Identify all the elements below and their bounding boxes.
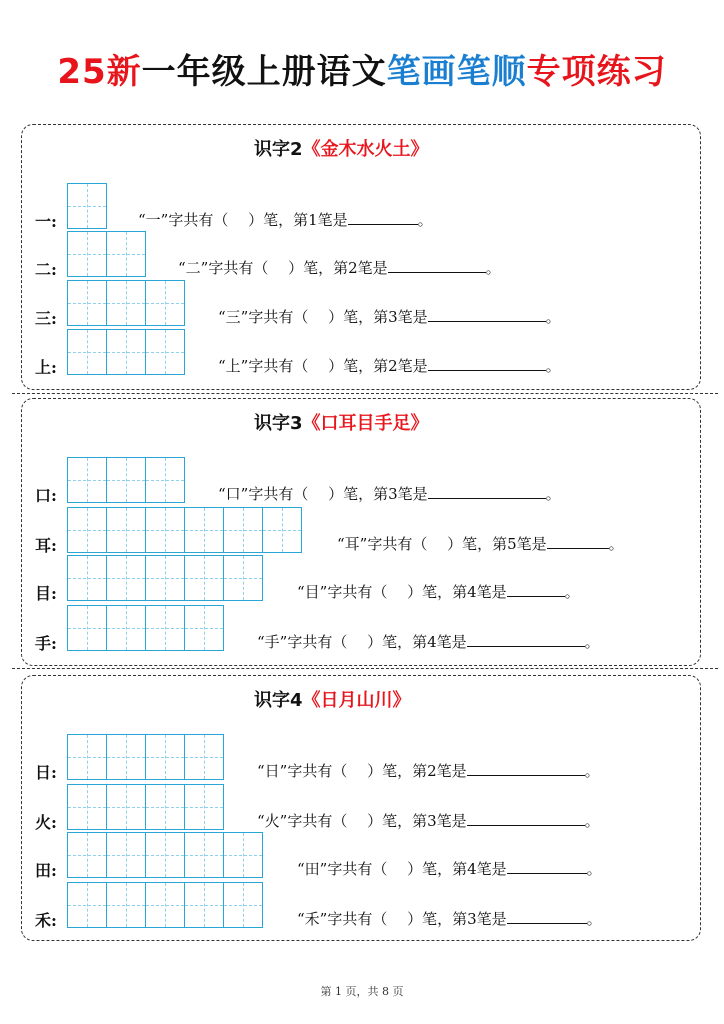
answer-blank[interactable] (348, 210, 418, 225)
question-text: “一”字共有（ ）笔，第1笔是 (138, 211, 348, 229)
stroke-question (297, 858, 602, 879)
writing-grid (67, 231, 146, 277)
character-label: 一: (35, 212, 57, 231)
character-label: 禾: (35, 911, 57, 930)
writing-grid (67, 183, 107, 229)
character-label: 目: (35, 584, 57, 603)
writing-cell[interactable] (145, 784, 185, 830)
question-text: “耳”字共有（ ）笔，第5笔是 (337, 535, 547, 553)
writing-cell[interactable] (67, 734, 107, 780)
question-end: 。 (584, 762, 600, 780)
stroke-question (297, 581, 580, 602)
character-label: 田: (35, 861, 57, 880)
writing-cell[interactable] (67, 329, 107, 375)
writing-grid (67, 280, 185, 326)
writing-grid (67, 457, 185, 503)
writing-cell[interactable] (184, 507, 224, 553)
writing-cell[interactable] (145, 280, 185, 326)
writing-cell[interactable] (106, 231, 146, 277)
question-text: “三”字共有（ ）笔，第3笔是 (218, 308, 428, 326)
section-title-number: 识字2 (254, 139, 303, 160)
writing-cell[interactable] (67, 555, 107, 601)
writing-grid (67, 882, 263, 928)
question-text: “上”字共有（ ）笔，第2笔是 (218, 357, 428, 375)
writing-cell[interactable] (106, 555, 146, 601)
section-separator (12, 668, 718, 669)
writing-cell[interactable] (106, 882, 146, 928)
stroke-question (218, 355, 561, 376)
exercise-row (22, 555, 700, 601)
exercise-row (22, 784, 700, 830)
title-grade-prefix: 25新 (57, 52, 142, 92)
answer-blank[interactable] (428, 307, 546, 322)
answer-blank[interactable] (507, 859, 587, 874)
writing-cell[interactable] (67, 882, 107, 928)
question-text: “二”字共有（ ）笔，第2笔是 (178, 259, 388, 277)
writing-cell[interactable] (184, 832, 224, 878)
writing-grid (67, 329, 185, 375)
writing-cell[interactable] (106, 507, 146, 553)
writing-cell[interactable] (106, 832, 146, 878)
page-title (0, 44, 724, 93)
exercise-row (22, 605, 700, 651)
writing-cell[interactable] (145, 555, 185, 601)
stroke-question (178, 257, 501, 278)
question-text: “日”字共有（ ）笔，第2笔是 (257, 762, 467, 780)
answer-blank[interactable] (507, 582, 565, 597)
stroke-question (257, 760, 600, 781)
writing-cell[interactable] (67, 231, 107, 277)
exercise-section (21, 124, 701, 390)
character-label: 口: (35, 486, 57, 505)
question-text: “手”字共有（ ）笔，第4笔是 (257, 633, 467, 651)
writing-cell[interactable] (145, 605, 185, 651)
character-label: 日: (35, 763, 57, 782)
writing-cell[interactable] (145, 507, 185, 553)
writing-cell[interactable] (145, 882, 185, 928)
title-suffix: 专项练习 (526, 52, 667, 92)
writing-cell[interactable] (67, 183, 107, 229)
question-text: “目”字共有（ ）笔，第4笔是 (297, 583, 507, 601)
writing-cell[interactable] (106, 784, 146, 830)
answer-blank[interactable] (507, 909, 587, 924)
character-label: 三: (35, 309, 57, 328)
question-text: “禾”字共有（ ）笔，第3笔是 (297, 910, 507, 928)
character-label: 手: (35, 634, 57, 653)
writing-cell[interactable] (67, 832, 107, 878)
writing-cell[interactable] (106, 329, 146, 375)
answer-blank[interactable] (547, 534, 609, 549)
stroke-question (337, 533, 624, 554)
writing-cell[interactable] (67, 605, 107, 651)
stroke-question (218, 306, 561, 327)
stroke-question (257, 810, 600, 831)
exercise-row (22, 329, 700, 375)
writing-cell[interactable] (184, 605, 224, 651)
writing-cell[interactable] (67, 457, 107, 503)
writing-grid (67, 832, 263, 878)
question-text: “火”字共有（ ）笔，第3笔是 (257, 812, 467, 830)
writing-cell[interactable] (106, 734, 146, 780)
writing-grid (67, 784, 224, 830)
question-end: 。 (608, 535, 624, 553)
question-end: 。 (586, 860, 602, 878)
section-title (254, 686, 411, 712)
question-end: 。 (564, 583, 580, 601)
answer-blank[interactable] (467, 811, 585, 826)
writing-cell[interactable] (184, 734, 224, 780)
exercise-row (22, 231, 700, 277)
section-separator (12, 393, 718, 394)
question-end: 。 (417, 211, 433, 229)
writing-grid (67, 507, 302, 553)
title-grade: 一年级上册语文 (141, 52, 387, 92)
writing-cell[interactable] (145, 457, 185, 503)
answer-blank[interactable] (428, 356, 546, 371)
exercise-row (22, 457, 700, 503)
writing-cell[interactable] (145, 734, 185, 780)
writing-cell[interactable] (223, 555, 263, 601)
character-label: 火: (35, 813, 57, 832)
question-text: “口”字共有（ ）笔，第3笔是 (218, 485, 428, 503)
writing-cell[interactable] (106, 605, 146, 651)
exercise-section (21, 675, 701, 941)
answer-blank[interactable] (467, 632, 585, 647)
answer-blank[interactable] (467, 761, 585, 776)
exercise-row (22, 183, 700, 229)
page-footer: 第 1 页，共 8 页 (320, 985, 404, 998)
question-end: 。 (586, 910, 602, 928)
section-title (254, 135, 429, 161)
question-text: “田”字共有（ ）笔，第4笔是 (297, 860, 507, 878)
character-label: 耳: (35, 536, 57, 555)
character-label: 二: (35, 260, 57, 279)
section-title-lesson: 《日月山川》 (302, 690, 411, 711)
character-label: 上: (35, 358, 57, 377)
exercise-section (21, 398, 701, 666)
writing-grid (67, 555, 263, 601)
question-end: 。 (584, 633, 600, 651)
writing-cell[interactable] (223, 507, 263, 553)
stroke-question (297, 908, 602, 929)
question-end: 。 (545, 485, 561, 503)
writing-cell[interactable] (145, 329, 185, 375)
exercise-row (22, 280, 700, 326)
writing-grid (67, 734, 224, 780)
stroke-question (138, 209, 433, 230)
writing-cell[interactable] (184, 555, 224, 601)
writing-cell[interactable] (67, 784, 107, 830)
question-end: 。 (584, 812, 600, 830)
writing-cell[interactable] (184, 784, 224, 830)
question-end: 。 (485, 259, 501, 277)
writing-cell[interactable] (67, 280, 107, 326)
section-title-lesson: 《口耳目手足》 (302, 413, 429, 434)
writing-cell[interactable] (262, 507, 302, 553)
stroke-question (257, 631, 600, 652)
writing-cell[interactable] (223, 882, 263, 928)
question-end: 。 (545, 308, 561, 326)
exercise-row (22, 832, 700, 878)
writing-cell[interactable] (184, 882, 224, 928)
writing-cell[interactable] (106, 457, 146, 503)
stroke-question (218, 483, 561, 504)
section-title-lesson: 《金木水火土》 (302, 139, 429, 160)
exercise-row (22, 882, 700, 928)
section-title-number: 识字3 (254, 413, 303, 434)
answer-blank[interactable] (388, 258, 486, 273)
answer-blank[interactable] (428, 484, 546, 499)
writing-cell[interactable] (67, 507, 107, 553)
writing-cell[interactable] (145, 832, 185, 878)
question-end: 。 (545, 357, 561, 375)
writing-grid (67, 605, 224, 651)
exercise-row (22, 734, 700, 780)
section-title-number: 识字4 (254, 690, 303, 711)
writing-cell[interactable] (223, 832, 263, 878)
section-title (254, 409, 429, 435)
writing-cell[interactable] (106, 280, 146, 326)
exercise-row (22, 507, 700, 553)
title-topic: 笔画笔顺 (386, 52, 527, 92)
